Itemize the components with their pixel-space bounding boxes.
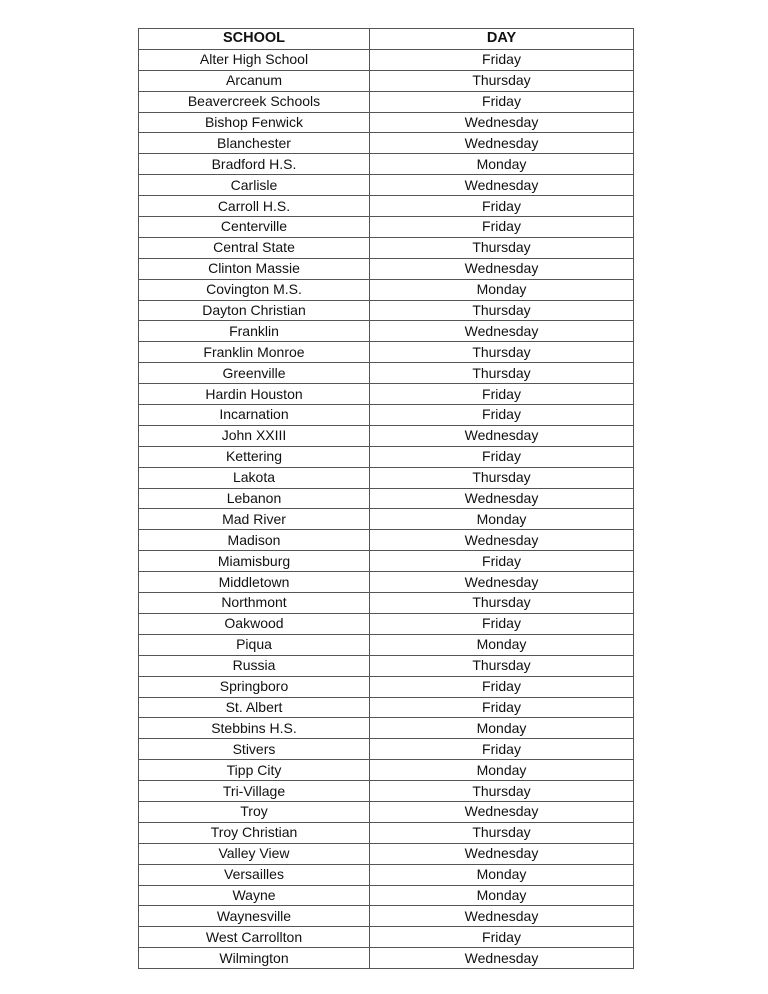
school-cell: Russia [139, 655, 370, 676]
table-row [139, 363, 634, 384]
day-cell: Thursday [370, 342, 634, 363]
day-cell: Wednesday [370, 530, 634, 551]
table-row [139, 822, 634, 843]
school-cell: Piqua [139, 634, 370, 655]
table-row [139, 279, 634, 300]
day-cell: Thursday [370, 822, 634, 843]
table-row [139, 49, 634, 70]
school-cell: Blanchester [139, 133, 370, 154]
school-cell: Covington M.S. [139, 279, 370, 300]
school-cell: Franklin [139, 321, 370, 342]
school-cell: Middletown [139, 572, 370, 593]
day-cell: Monday [370, 154, 634, 175]
header-day: DAY [370, 29, 634, 50]
school-cell: Stebbins H.S. [139, 718, 370, 739]
school-cell: Arcanum [139, 70, 370, 91]
table-row [139, 655, 634, 676]
day-cell: Wednesday [370, 801, 634, 822]
table-row [139, 467, 634, 488]
table-row [139, 175, 634, 196]
day-cell: Wednesday [370, 112, 634, 133]
school-cell: West Carrollton [139, 927, 370, 948]
table-row [139, 154, 634, 175]
school-cell: Clinton Massie [139, 258, 370, 279]
table-row [139, 530, 634, 551]
table-row [139, 948, 634, 969]
day-cell: Friday [370, 551, 634, 572]
day-cell: Friday [370, 927, 634, 948]
day-cell: Monday [370, 760, 634, 781]
day-cell: Monday [370, 279, 634, 300]
table-row [139, 593, 634, 614]
table-row [139, 196, 634, 217]
table-row [139, 613, 634, 634]
day-cell: Monday [370, 864, 634, 885]
table-row [139, 425, 634, 446]
table-row [139, 509, 634, 530]
school-cell: Lebanon [139, 488, 370, 509]
school-cell: Springboro [139, 676, 370, 697]
school-cell: Dayton Christian [139, 300, 370, 321]
school-cell: Beavercreek Schools [139, 91, 370, 112]
table-row [139, 70, 634, 91]
school-cell: Troy Christian [139, 822, 370, 843]
day-cell: Monday [370, 885, 634, 906]
school-cell: Hardin Houston [139, 384, 370, 405]
day-cell: Wednesday [370, 321, 634, 342]
school-cell: St. Albert [139, 697, 370, 718]
day-cell: Friday [370, 91, 634, 112]
table-row [139, 718, 634, 739]
school-cell: Greenville [139, 363, 370, 384]
table-row [139, 112, 634, 133]
table-row [139, 133, 634, 154]
table-row [139, 551, 634, 572]
table-row [139, 676, 634, 697]
table-row [139, 760, 634, 781]
day-cell: Friday [370, 676, 634, 697]
day-cell: Wednesday [370, 843, 634, 864]
day-cell: Friday [370, 739, 634, 760]
day-cell: Monday [370, 509, 634, 530]
school-cell: Troy [139, 801, 370, 822]
school-cell: Bishop Fenwick [139, 112, 370, 133]
table-row [139, 91, 634, 112]
school-cell: Central State [139, 237, 370, 258]
table-row [139, 217, 634, 238]
day-cell: Thursday [370, 467, 634, 488]
school-cell: Wayne [139, 885, 370, 906]
school-cell: Kettering [139, 446, 370, 467]
day-cell: Wednesday [370, 488, 634, 509]
day-cell: Thursday [370, 363, 634, 384]
table-row [139, 885, 634, 906]
day-cell: Wednesday [370, 425, 634, 446]
table-body [139, 49, 634, 968]
day-cell: Friday [370, 217, 634, 238]
header-school: SCHOOL [139, 29, 370, 50]
header-row [139, 29, 634, 50]
school-cell: Incarnation [139, 405, 370, 426]
school-cell: Lakota [139, 467, 370, 488]
day-cell: Friday [370, 196, 634, 217]
school-cell: Miamisburg [139, 551, 370, 572]
day-cell: Thursday [370, 70, 634, 91]
school-day-table [138, 28, 634, 969]
day-cell: Wednesday [370, 906, 634, 927]
day-cell: Friday [370, 613, 634, 634]
table-row [139, 781, 634, 802]
day-cell: Friday [370, 405, 634, 426]
school-cell: Waynesville [139, 906, 370, 927]
table-row [139, 864, 634, 885]
school-cell: Alter High School [139, 49, 370, 70]
table-row [139, 843, 634, 864]
day-cell: Wednesday [370, 258, 634, 279]
table-row [139, 906, 634, 927]
day-cell: Thursday [370, 237, 634, 258]
school-cell: Wilmington [139, 948, 370, 969]
day-cell: Friday [370, 697, 634, 718]
day-cell: Monday [370, 634, 634, 655]
day-cell: Friday [370, 384, 634, 405]
table-row [139, 321, 634, 342]
table-row [139, 801, 634, 822]
school-cell: Valley View [139, 843, 370, 864]
school-cell: Centerville [139, 217, 370, 238]
day-cell: Wednesday [370, 948, 634, 969]
day-cell: Thursday [370, 655, 634, 676]
table-row [139, 342, 634, 363]
school-cell: Madison [139, 530, 370, 551]
day-cell: Wednesday [370, 133, 634, 154]
table-row [139, 697, 634, 718]
school-cell: Carroll H.S. [139, 196, 370, 217]
school-cell: Franklin Monroe [139, 342, 370, 363]
day-cell: Friday [370, 49, 634, 70]
table-row [139, 384, 634, 405]
table-row [139, 927, 634, 948]
school-cell: Versailles [139, 864, 370, 885]
day-cell: Monday [370, 718, 634, 739]
school-cell: Tipp City [139, 760, 370, 781]
table-row [139, 634, 634, 655]
table-row [139, 488, 634, 509]
school-cell: Mad River [139, 509, 370, 530]
table-row [139, 405, 634, 426]
table-row [139, 237, 634, 258]
school-cell: Carlisle [139, 175, 370, 196]
table-row [139, 739, 634, 760]
school-cell: Stivers [139, 739, 370, 760]
table-row [139, 446, 634, 467]
school-cell: Tri-Village [139, 781, 370, 802]
school-cell: Oakwood [139, 613, 370, 634]
table-row [139, 300, 634, 321]
school-cell: Bradford H.S. [139, 154, 370, 175]
day-cell: Wednesday [370, 175, 634, 196]
day-cell: Thursday [370, 593, 634, 614]
day-cell: Thursday [370, 781, 634, 802]
day-cell: Friday [370, 446, 634, 467]
day-cell: Thursday [370, 300, 634, 321]
day-cell: Wednesday [370, 572, 634, 593]
table-row [139, 258, 634, 279]
school-cell: Northmont [139, 593, 370, 614]
school-cell: John XXIII [139, 425, 370, 446]
table-row [139, 572, 634, 593]
